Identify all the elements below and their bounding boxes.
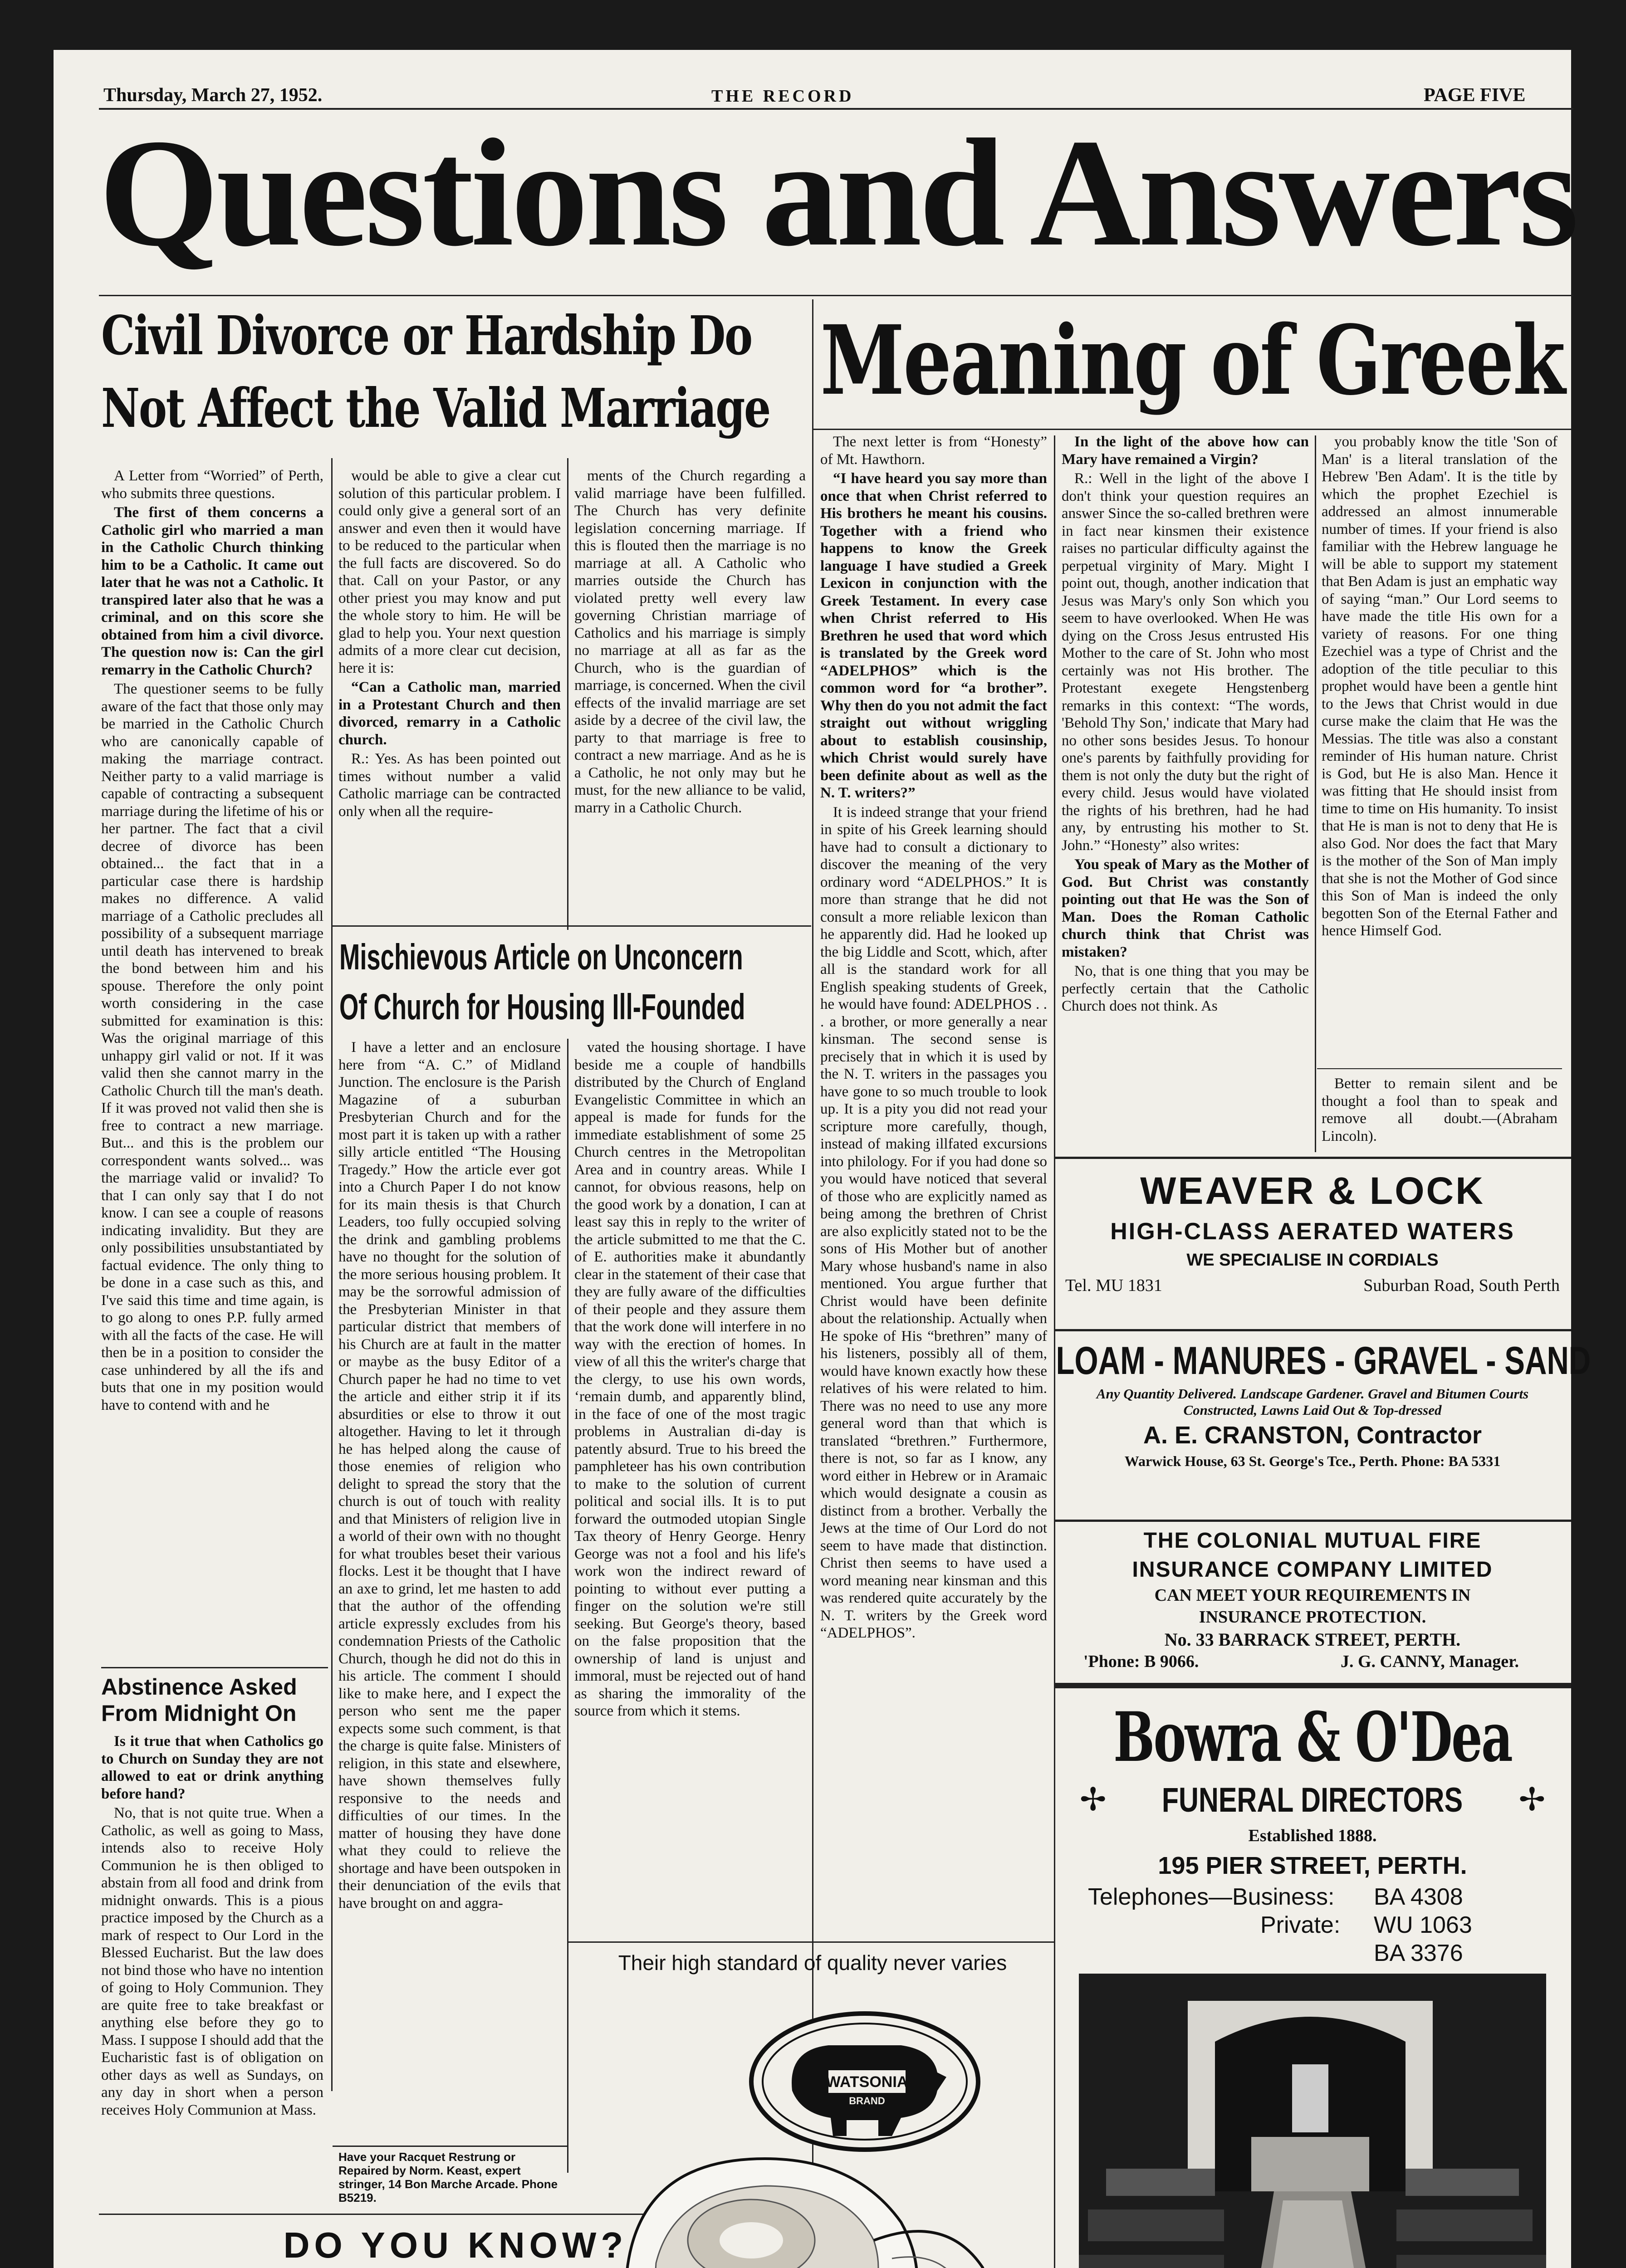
- bowra-odea-ad: [1056, 1694, 1569, 2268]
- mischievous-col2: [574, 1039, 806, 1932]
- weaver-line2: HIGH-CLASS AERATED WATERS: [1110, 1218, 1515, 1245]
- divorce-col1: [101, 467, 323, 1660]
- weaver-tel: Tel. MU 1831: [1065, 1276, 1162, 1295]
- divorce-question: The first of them concerns a Catholic girl who married a man in the Catholic Church thinking him to be a Catholic. It came out later that he was not a Catholic. It transpired later also that he was a criminal, and on this score she obtained from him a civil divorce. The question now is: Can the girl remarry in the Catholic Church?: [101, 504, 323, 678]
- abstinence-headline-1: Abstinence Asked: [101, 1674, 297, 1700]
- abstinence-col: [101, 1733, 323, 2118]
- divorce-body: The questioner seems to be fully aware of the fact that those only may be married in the Catholic Church who are canonically capable of making the marriage contract. Neither party to a valid marriage is capable of contracting a subsequent marriage during the lifetime of his or her partner. The fact that a civil decree of divorce has been obtained... the fact that in a particular case there is hardship makes no difference. A valid marriage of a Catholic precludes all possibility of a subsequent marriage until death has intervened to break the bond between him and his spouse. Therefore the only point worth considering in the case submitted for examination is this: Was the original marriage of this unhappy girl valid or not. If it was valid then she cannot marry in the Catholic Church till the man's death. If it was proved not valid then she is free to contract a new marriage. But... and this is the problem our correspondent wants solved... was the marriage valid or invalid? To that I can only say that I do not know. I can see a couple of reasons indicating invalidity. But they are only possibilities unsubstantiated by factual evidence. The only thing to be done in a case such as this, and I've said this time and time again, is to go along to ones P.P. fully armed with all the facts of the case. He will then be in a position to consider the case unhindered by all the ifs and buts that one in my position would have to contend with and he: [101, 681, 323, 1413]
- divorce-col3-body: ments of the Church regarding a valid marriage have been fulfilled. The Church has very definite legislation concerning marriage. If this is flouted then the marriage is no marriage at all. A Catholic who marries outside the Church has violated pretty well every law governing Christian marriage of Catholics and his marriage is simply no marriage at all as far as the Church, who is the guardian of marriage, is concerned. When the civil effects of the invalid marriage are set aside by a decree of the civil law, the party to that marriage is free to contract a new marriage. And as he is a Catholic, he not only may but he must, for the new alliance to be valid, marry in a Catholic Church.: [574, 468, 806, 816]
- greek-col3: [1322, 433, 1557, 1064]
- racquet-ad: Have your Racquet Restrung or Repaired by Norm. Keast, expert stringer, 14 Bon Marche Arcade. Phone B5219.: [338, 2150, 558, 2204]
- weaver-top-rule: [1054, 1157, 1571, 1159]
- cross-icon-left: ✢: [1079, 1783, 1107, 1818]
- banner-rule: [99, 295, 1573, 296]
- chapel-interior-image: [1079, 1974, 1546, 2268]
- mischievous-col1: [338, 1039, 561, 2136]
- newspaper-page: [54, 50, 1591, 2268]
- cross-icon-right: ✢: [1518, 1783, 1546, 1818]
- bowra-tel-label: Telephones—Business:: [1088, 1884, 1335, 1910]
- divorce-intro: A Letter from “Worried” of Perth, who submits three questions.: [101, 468, 323, 502]
- divorce-headline-2: Not Affect the Valid Marriage: [101, 376, 770, 440]
- greek-col3-body: you probably know the title 'Son of Man' is a literal translation of the Hebrew 'Ben Adam'. It is the title by which the prophet Ezechiel is addressed an almost innumerable number of times. If your friend is also familiar with the Hebrew language he will be able to support my statement that Ben Adam is just an emphatic way of saying “man.” Our Lord seems to have made the title His own for a variety of reasons. For one thing Ezechiel was a type of Christ and the adoption of the title peculiar to this prophet would have been a gentle hint to the Jews that Christ would in due curse make the claim that He was the Messias. The title was also a constant reminder of His human nature. Christ is God, but He is also Man. Hence it was fitting that He should insist from time to time on His humanity. To insist that He is man is not to deny that He is also God. Nor does the fact that Mary is the mother of the Son of Man imply that she is not the Mother of God since this Son of Man is indeed the only begotten Son of the Eternal Father and hence Himself God.: [1322, 434, 1557, 939]
- abstinence-rule: [101, 1667, 328, 1668]
- bowra-subtitle: FUNERAL DIRECTORS: [1162, 1781, 1463, 1819]
- bowra-tel-private-1: WU 1063: [1374, 1912, 1472, 1938]
- weaver-lock-ad: [1056, 1166, 1569, 1347]
- rule-col1: [331, 458, 333, 2091]
- quote-rule: [1317, 1068, 1562, 1069]
- greek-col2-question: In the light of the above how can Mary have remained a Virgin?: [1062, 434, 1309, 468]
- abstinence-headline-2: From Midnight On: [101, 1701, 297, 1726]
- page-banner: Questions and Answers: [99, 107, 1576, 278]
- greek-rule: [813, 429, 1571, 430]
- greek-question: “I have heard you say more than once that when Christ referred to His brothers he meant his cousins. Together with a friend who happens to know the Greek language I have studied a Greek Lexicon in conjunction with the Greek Testament. In every case when Christ referred to His Brethren he used that word which is translated by the Greek word “ADELPHOS” which is the common word for “a brother”. Why then do you not admit the fact straight out without wriggling about to establish cousinship, which Christ would surely have been definite about as well as the N. T. writers?”: [820, 470, 1047, 801]
- page-number: PAGE FIVE: [1424, 85, 1526, 106]
- weaver-address: Suburban Road, South Perth: [1363, 1276, 1560, 1295]
- rule-watsonia-right: [1054, 1941, 1055, 2268]
- colonial-mutual-ad: [1056, 1526, 1569, 1717]
- weaver-footer: [1056, 1273, 1569, 1295]
- colonial-line3: CAN MEET YOUR REQUIREMENTS IN: [1154, 1586, 1471, 1605]
- colonial-manager: J. G. CANNY, Manager.: [1340, 1652, 1519, 1671]
- rule-mischievous: [567, 1039, 568, 2173]
- loam-ad: [1056, 1336, 1591, 1513]
- divorce-col2-answer: R.: Yes. As has been pointed out times without number a valid Catholic marriage can be contracted only when all the require-: [338, 751, 561, 820]
- mischievous-top-rule: [333, 925, 811, 927]
- abstinence-question: Is it true that when Catholics go to Church on Sunday they are not allowed to eat or drink anything before hand?: [101, 1733, 323, 1802]
- bowra-top-rule: [1054, 1683, 1571, 1688]
- loam-name: A. E. CRANSTON, Contractor: [1143, 1422, 1482, 1449]
- colonial-footer: [1056, 1652, 1569, 1672]
- loam-line2: Any Quantity Delivered. Landscape Gardener. Gravel and Bitumen Courts Constructed, Lawns Laid Out & Top-dressed: [1096, 1386, 1529, 1418]
- weaver-line3: WE SPECIALISE IN CORDIALS: [1186, 1251, 1439, 1270]
- lincoln-quote: [1322, 1075, 1557, 1152]
- union-line1: DO YOU KNOW?: [283, 2225, 628, 2265]
- rule-greek1: [1054, 435, 1055, 1941]
- greek-col1: [820, 433, 1047, 1930]
- weaver-name: WEAVER & LOCK: [1140, 1169, 1485, 1212]
- greek-col2-question2: You speak of Mary as the Mother of God. But Christ was constantly pointing out that He was the Son of Man. Does the Roman Catholic church think that Christ was mistaken?: [1062, 856, 1309, 960]
- loam-address: Warwick House, 63 St. George's Tce., Perth. Phone: BA 5331: [1124, 1453, 1501, 1469]
- bowra-established: Established 1888.: [1248, 1826, 1377, 1845]
- greek-col2-body: R.: Well in the light of the above I don't think your question requires an answer Since the so-called brethren were in fact near kinsmen their existence raises no particular difficulty against the perpetual virginity of Mary. Might I point out, though, another indication that Jesus was Mary's only Son which you seem to have overlooked. When He was dying on the Cross Jesus entrusted His Mother to the care of St. John who most certainly was not His brother. The Protestant exegete Hengstenberg remarks in this context: “The words, 'Behold Thy Son,' indicate that Mary had no other sons besides Jesus. To honour one's parents by faithfully providing for them is not only the duty but the right of every child. Jesus would have violated the rights of his brethren, had he had any, by entrusting his mother to St. John.” “Honesty” also writes:: [1062, 470, 1309, 854]
- loam-top-rule: [1054, 1329, 1571, 1331]
- bowra-subtitle-row: [1056, 1778, 1569, 1823]
- divorce-col2-body: would be able to give a clear cut solution of this particular problem. I could only give a general sort of an answer and even then it would have to be reduced to the particular when the full facts are discovered. So do that. Call on your Pastor, or any other priest you may know and put the whole story to him. He will be glad to help you. Your next question admits of a more clear cut decision, here it is:: [338, 468, 561, 676]
- divorce-col2-question: “Can a Catholic man, married in a Protestant Church and then divorced, remarry in a Catholic church.: [338, 679, 561, 748]
- racquet-rule: [333, 2146, 568, 2147]
- mischievous-headline-1: Mischievous Article on Unconcern: [339, 937, 743, 977]
- colonial-top-rule: [1054, 1520, 1571, 1522]
- bowra-address: 195 PIER STREET, PERTH.: [1158, 1852, 1467, 1879]
- watsonia-illustration: [574, 1986, 1051, 2268]
- divorce-headline-1: Civil Divorce or Hardship Do: [101, 304, 752, 367]
- lincoln-quote-text: Better to remain silent and be thought a fool than to speak and remove all doubt.—(Abraham Lincoln).: [1322, 1075, 1557, 1144]
- bowra-tel-business: BA 4308: [1374, 1884, 1463, 1910]
- colonial-line2: INSURANCE COMPANY LIMITED: [1132, 1558, 1493, 1582]
- watsonia-brand-sub: BRAND: [849, 2095, 885, 2107]
- rule-greek2: [1315, 435, 1316, 1152]
- chapel-photo: [1079, 1974, 1546, 2268]
- bowra-phones: [1056, 1883, 1569, 1969]
- greek-intro: The next letter is from “Honesty” of Mt. Hawthorn.: [820, 434, 1047, 468]
- mischievous-col1-body: I have a letter and an enclosure here from “A. C.” of Midland Junction. The enclosure is the Parish Magazine of a suburban Presbyterian Church and for the most part it is taken up with a rather silly article entitled “The Housing Tragedy.” How the article ever got into a Church Paper I do not know for its main thesis is that Church Leaders, too fully occupied solving the drink and gambling problems have no thought for the solution of the more serious housing problem. It may be the sorrowful admission of the Presbyterian Minister in that particular district that members of his Church are at fault in the matter or maybe as the busy Editor of a Church paper he had no time to vet the article and either strip it if its absurdities or else to throw it out altogether. Having to let it through he has helped along the cause of those enemies of religion who delight to spread the story that the church is out of touch with reality and that Ministers of religion live in a world of their own with no thought for what troubles beset their various flocks. Lest it be thought that I have an axe to grind, let me hasten to add that the author of the offending article expressly excludes from his condemnation Priests of the Catholic Church, though he did not do this in his article. The comment I should like to make here, and I expect the person who sent me the paper expects some such comment, is that the charge is quite false. Ministers of religion, in this state and elsewhere, have shown themselves fully responsive to the needs and difficulties of our times. In the matter of housing they have done what they could to relieve the shortage and have been outspoken in their denunciation of the evils that have brought on and aggra-: [338, 1039, 561, 1911]
- greek-col2-body2: No, that is one thing that you may be perfectly certain that the Catholic Church does not think. As: [1062, 963, 1309, 1014]
- rule-col2: [567, 458, 568, 930]
- watsonia-ad: [574, 1948, 1051, 2268]
- greek-headline: Meaning of Greek: [820, 304, 1564, 416]
- colonial-line1: THE COLONIAL MUTUAL FIRE: [1143, 1529, 1482, 1553]
- bowra-tel-private-2: BA 3376: [1374, 1940, 1463, 1966]
- colonial-phone: 'Phone: B 9066.: [1083, 1652, 1199, 1671]
- mischievous-col2-body: vated the housing shortage. I have beside me a couple of handbills distributed by the Church of England Evangelistic Committee in which an appeal is made for funds for the immediate establishment of some 25 Church centres in the Metropolitan Area and in country areas. While I cannot, for obvious reasons, help on the good work by a donation, I can at least say this in reply to the writer of the article submitted to me that the C. of E. authorities make it abundantly clear in the statement of their case that they are fully aware of the difficulties of their people and they assure them that the work done will interfere in no way with the erection of homes. In view of all this the writer's charge that the clergy, to use his own words, ‘remain dumb, and apparently blind, in the face of one of the most tragic problems in Australian di-day is patently absurd. True to his breed the pamphleteer has his own contribution to make to the solution of current political and social ills. It is to put forward the outmoded utopian Single Tax theory of Henry George. Henry George was not a fool and his life's work won the indirect reward of pointing to without ever putting a finger on the solution we're still seeking. But George's theory, based on the false proposition that the ownership of land is unjust and immoral, must be rejected out of hand as sharing the immorality of the source from which it stems.: [574, 1039, 806, 1719]
- divorce-col2: [338, 467, 561, 921]
- bowra-private-label: Private:: [1260, 1912, 1341, 1938]
- bowra-name: Bowra & O'Dea: [1113, 1697, 1512, 1777]
- colonial-line5: No. 33 BARRACK STREET, PERTH.: [1164, 1629, 1461, 1650]
- watsonia-brand-label: WATSONIA: [826, 2073, 908, 2091]
- divorce-col3: [574, 467, 806, 921]
- loam-title: LOAM - MANURES - GRAVEL - SAND: [1056, 1339, 1591, 1383]
- greek-col2: [1062, 433, 1309, 1145]
- watsonia-top-rule: [568, 1941, 1054, 1943]
- greek-col1-body: It is indeed strange that your friend in spite of his Greek learning should have had to consult a dictionary to discover the meaning of the very ordinary word “ADELPHOS.” It is more than strange that he did not consult a more reliable lexicon than he apparently did. Had he looked up the big Liddle and Scott, which, after all is the standard work for all English speaking students of Greek, he would have found: ADELPHOS . . . a brother, or more generally a near kinsman. The second sense is precisely that in which it is used by the N. T. writers in the passages you have gone to so much trouble to look up. It is a pity you did not read your scripture more carefully, though, instead of making illfated excursions into philology. For if you had done so you would have noticed that several of those who are explicitly named as being among the brethren of Christ are also explicitly stated not to be the sons of His Mother but of another Mary whose husband's name in also mentioned. You argue further that Christ would have been definite about the relationship. Actually when He spoke of His “brethren” many of his listeners, possibly all of them, would have known exactly how these relatives of his were related to him. There was no need to use any more general word than that which is translated “brethren.” Furthermore, there is not, so far as I know, any word either in Hebrew or in Aramaic which would designate a cousin as distinct from a brother. Verbally the Jews at the time of Our Lord do not seem to have made that distinction. Christ then seems to have used a word meaning near kinsman and this was rendered quite accurately by the N. T. writers by the Greek word “ADELPHOS”.: [820, 804, 1047, 1641]
- mischievous-headline-2: Of Church for Housing Ill-Founded: [339, 987, 745, 1027]
- paper-name: THE RECORD: [711, 87, 854, 106]
- issue-date: Thursday, March 27, 1952.: [103, 85, 323, 106]
- abstinence-body: No, that is not quite true. When a Catholic, as well as going to Mass, intends also to receive Holy Communion he is then obliged to abstain from all food and drink from midnight onwards. This is a pious practice imposed by the Church as a mark of respect to Our Lord in the Blessed Eucharist. But the law does not bind those who have no intention of going to Holy Communion. They are quite free to take breakfast or anything else before they go to Mass. I suppose I should add that the Eucharistic fast is of obligation on other days as well as Sundays, on any day in short when a person receives Holy Communion at Mass.: [101, 1805, 323, 2118]
- watsonia-tagline: Their high standard of quality never varies: [618, 1951, 1007, 1975]
- colonial-line4: INSURANCE PROTECTION.: [1199, 1608, 1426, 1627]
